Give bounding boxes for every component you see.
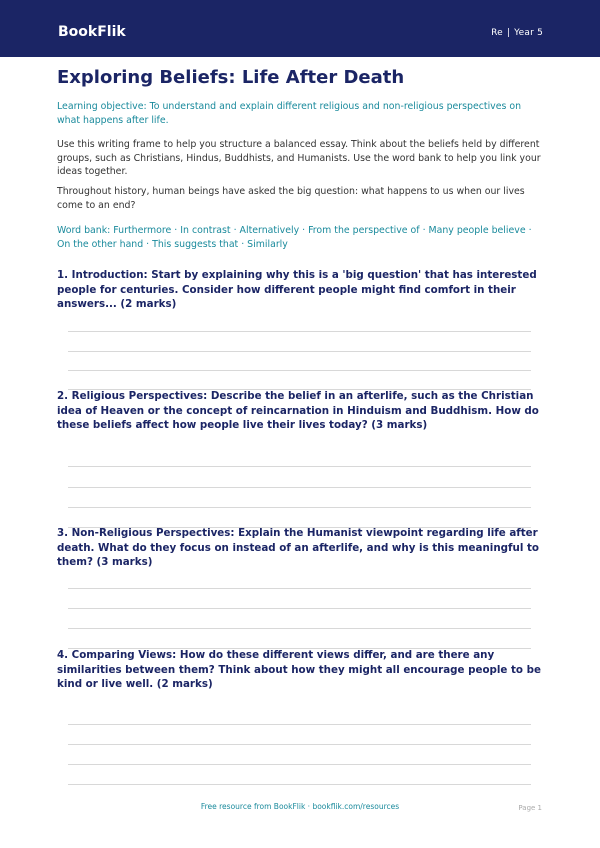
- intro-paragraph: Throughout history, human beings have asked the big question: what happens to us when our lives come to an end?: [57, 186, 525, 211]
- learning-objective: Learning objective: To understand and explain different religious and non-religious perspectives on what happens after life.: [57, 101, 522, 126]
- header-separator: |: [506, 28, 511, 38]
- word-bank: Word bank: Furthermore · In contrast · Alternatively · From the perspective of · Many people believe · On the other hand · This suggests that · Similarly: [57, 225, 532, 250]
- answer-line[interactable]: [68, 351, 531, 352]
- answer-line[interactable]: [68, 784, 531, 785]
- header-bar: [0, 0, 600, 57]
- intro-paragraph: Use this writing frame to help you structure a balanced essay. Think about the beliefs held by different groups, such as Christians, Hindus, Buddhists, and Humanists. Use the word bank to help you link your ideas together.: [57, 139, 541, 177]
- answer-line[interactable]: [68, 724, 531, 725]
- question-3-prompt: 3. Non-Religious Perspectives: Explain the Humanist viewpoint regarding life after death. What do they focus on instead of an afterlife, and why is this meaningful to them? (3 marks): [57, 527, 539, 568]
- answer-line[interactable]: [68, 608, 531, 609]
- answer-line[interactable]: [68, 507, 531, 508]
- subject-label: Re: [491, 28, 503, 38]
- brand-logo-text[interactable]: BookFlik: [58, 24, 126, 40]
- subject-year-label: [491, 27, 543, 39]
- page-number: Page 1: [518, 804, 542, 812]
- question-2-prompt: 2. Religious Perspectives: Describe the belief in an afterlife, such as the Christian idea of Heaven or the concept of reincarnation in Hinduism and Buddhism. How do these beliefs affect how people live their lives today? (3 marks): [57, 390, 539, 431]
- answer-line[interactable]: [68, 466, 531, 467]
- question-4-prompt: 4. Comparing Views: How do these different views differ, and are there any similarities between them? Think about how they might all encourage people to be kind or live well. (2 marks): [57, 649, 541, 690]
- answer-line[interactable]: [68, 744, 531, 745]
- page-title: Exploring Beliefs: Life After Death: [57, 67, 405, 88]
- question-1-prompt: 1. Introduction: Start by explaining why this is a 'big question' that has interested people for centuries. Consider how different people might find comfort in their answers... (2 marks): [57, 269, 537, 310]
- answer-line[interactable]: [68, 370, 531, 371]
- answer-line[interactable]: [68, 588, 531, 589]
- answer-line[interactable]: [68, 487, 531, 488]
- answer-line[interactable]: [68, 628, 531, 629]
- year-label: Year 5: [514, 28, 543, 38]
- footer-resource-link[interactable]: Free resource from BookFlik · bookflik.com/resources: [200, 802, 400, 811]
- answer-line[interactable]: [68, 331, 531, 332]
- answer-line[interactable]: [68, 764, 531, 765]
